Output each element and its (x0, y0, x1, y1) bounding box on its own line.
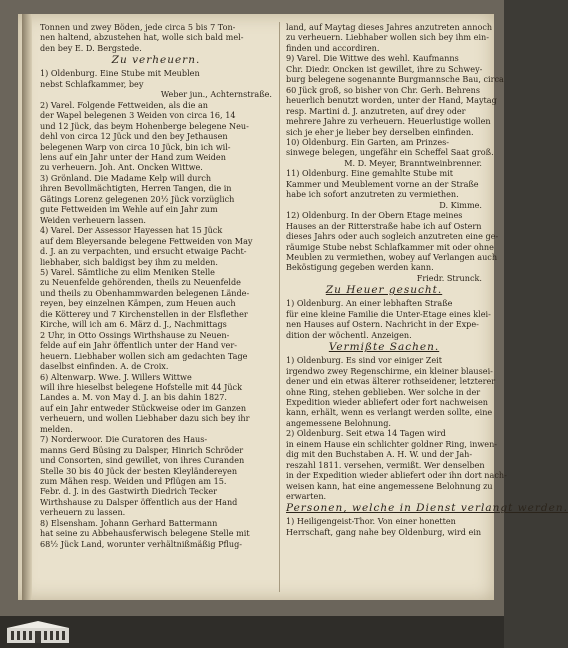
text-line: Kammer und Meublement vorne an der Straße (286, 178, 479, 189)
text-line: 2 Uhr, in Otto Ossings Wirthshause zu Neuen- (40, 329, 230, 340)
text-line: reszahl 1811. versehen, vermißt. Wer denselben (286, 459, 485, 470)
text-line: Kirche, will ich am 6. März d. J., Nachmittags (40, 319, 227, 330)
text-line: verheuern, und wollen Liebhaber dazu sich bey ihr (40, 413, 250, 424)
text-line: Herrschaft, gang nahe bey Oldenburg, wird ein (286, 526, 482, 537)
text-line: daselbst einfinden. A. de Croix. (40, 361, 169, 372)
text-line: zu Neuenfelde gehörenden, theils zu Neuenfelde (40, 277, 241, 288)
text-line: land, auf Maytag dieses Jahres anzutreten annoch (286, 22, 493, 32)
text-line: der Wapel belegenen 3 Weiden von circa 16, 14 (40, 110, 236, 121)
text-line: dener und ein etwas älterer rothseidener, letzterer (286, 376, 496, 387)
signature-line: Weber jun., Achternstraße. (160, 89, 272, 100)
text-line: auf ein Jahr entweder Stückweise oder im Ganzen (40, 402, 247, 413)
text-line: lens auf ein Jahr unter der Hand zum Weiden (40, 151, 226, 162)
text-line: erwarten. (286, 491, 327, 502)
text-line: 68½ Jück Land, worunter verhältnißmäßig Pflug- (40, 538, 243, 549)
text-line: nen haltend, abzustehen hat, wolle sich bald mel- (40, 32, 244, 43)
text-line: 12) Oldenburg. In der Obern Etage meines (286, 210, 463, 221)
text-line: burg belegene sogenannte Burgmannsche Bau, circa (286, 74, 504, 85)
text-line: 1) Oldenburg. An einer lebhaften Straße (286, 298, 453, 309)
text-line: Stelle 30 bis 40 Jück der besten Kleyländereyen (40, 465, 238, 476)
text-line: reyen, bey einzelnen Kämpen, zum Heuen auch (40, 298, 236, 309)
signature-line: Friedr. Strunck. (416, 272, 482, 283)
text-line: Febr. d. J. in des Gastwirth Diedrich Tecker (40, 486, 218, 497)
text-line: 7) Norderwoor. Die Curatoren des Haus- (40, 434, 208, 445)
text-line: heuern. Liebhaber wollen sich am gedachten Tage (40, 350, 248, 361)
text-line: verheuern zu lassen. (40, 507, 126, 518)
library-logo-icon (6, 620, 70, 644)
text-line: 9) Varel. Die Wittwe des wehl. Kaufmanns (286, 53, 459, 64)
section-heading: Zu verheuern. (111, 54, 201, 67)
text-line: 8) Elsensham. Johann Gerhard Battermann (40, 517, 218, 528)
text-line: heuerlich benutzt worden, unter der Hand, Maytag (286, 95, 497, 106)
text-line: für eine kleine Familie die Unter-Etage eines klei- (286, 308, 491, 319)
text-line: angemessene Belohnung. (286, 417, 391, 428)
text-line: Tonnen und zwey Böden, jede circa 5 bis 7 Ton- (40, 22, 236, 32)
text-line: 2) Varel. Folgende Fettweiden, als die an (40, 99, 208, 110)
column-divider (279, 22, 280, 592)
text-line: 6) Altenwarp. Wwe. J. Willers Wittwe (40, 371, 192, 382)
text-line: sich je eher je lieber bey derselben einfinden. (286, 126, 474, 137)
text-line: auf dem Bleyersande belegene Fettweiden von May (40, 235, 253, 246)
text-line: 60 Jück groß, so bisher von Chr. Gerh. Behrens (286, 84, 481, 95)
text-line: sinwege belegen, ungefähr ein Scheffel Saat groß. (286, 147, 494, 158)
text-line: in einem Hause ein schlichter goldner Ring, inwen- (286, 438, 498, 449)
text-line: 1) Heiligengeist-Thor. Von einer honetten (286, 516, 456, 527)
text-line: Wirthshause zu Dalsper öffentlich aus der Hand (40, 496, 238, 507)
text-line: dig mit den Buchstaben A. H. W. und der Jah- (286, 449, 473, 460)
text-line: mehrere Jahre zu verheuern. Heuerlustige wollen (286, 116, 491, 127)
text-line: d. J. an zu verpachten, und ersucht etwaige Pacht- (40, 246, 247, 257)
text-line: und 12 Jück, das beym Hohenberge belegene Neu- (40, 120, 249, 131)
text-line: liebhaber, sich baldigst bey ihm zu melden. (40, 256, 218, 267)
text-line: manns Gerd Büsing zu Dalsper, Hinrich Schröder (40, 444, 244, 455)
text-line: Expedition wieder abliefert oder fort nachweisen (286, 396, 488, 407)
text-line: finden und accordiren. (286, 42, 380, 53)
text-line: räumige Stube nebst Schlafkammer mit oder ohne (286, 241, 494, 252)
text-line: zu verheuern. Joh. Ant. Oncken Wittwe. (40, 162, 203, 173)
viewer-footer (0, 616, 504, 648)
signature-line: D. Kimme. (439, 199, 482, 210)
text-line: 4) Varel. Der Assessor Hayessen hat 15 Jück (40, 225, 223, 236)
text-line: den bey E. D. Bergstede. (40, 42, 142, 53)
text-line: Meublen zu vermiethen, wobey auf Verlangen auch (286, 251, 498, 262)
text-line: irgendwo zwey Regenschirme, ein kleiner blausei- (286, 365, 493, 376)
text-line: will ihre hieselbst belegene Hofstelle mit 44 Jück (40, 381, 242, 392)
text-line: 1) Oldenburg. Eine Stube mit Meublen (40, 68, 200, 79)
text-line: Beköstigung gegeben werden kann. (286, 262, 434, 273)
text-column-left (40, 22, 272, 549)
text-line: 5) Varel. Sämtliche zu elim Meniken Stelle (40, 266, 215, 277)
text-line: resp. Martini d. J. anzutreten, auf drey oder (286, 105, 466, 116)
text-line: und theils zu Obenhammwarden belegenen Lände- (40, 287, 250, 298)
text-line: zum Mähen resp. Weiden und Pflügen am 15. (40, 476, 227, 487)
text-line: hat seine zu Abbehausferwisch belegene Stelle mit (40, 528, 250, 539)
text-line: dition der wöchentl. Anzeigen. (286, 329, 412, 340)
text-line: habe ich sofort anzutreten zu vermiethen. (286, 189, 459, 200)
text-line: Weiden verheuern lassen. (40, 214, 146, 225)
section-heading: Vermißte Sachen. (328, 341, 440, 354)
text-line: ohne Ring, stehen geblieben. Wer solche in der (286, 386, 481, 397)
text-line: Landes a. M. von May d. J. an bis dahin 1827. (40, 392, 227, 403)
text-line: kann, erhält, wenn es verlangt werden sollte, eine (286, 407, 493, 418)
section-heading: Personen, welche in Dienst verlangt werden. (286, 502, 568, 515)
text-line: gute Fettweiden im Wehle auf ein Jahr zum (40, 204, 218, 215)
text-line: belegenen Warp von circa 10 Jück, bin ich wil- (40, 141, 231, 152)
signature-line: M. D. Meyer, Branntweinbrenner. (344, 157, 482, 168)
text-line: dieses Jahrs oder auch sogleich anzutreten eine ge- (286, 231, 499, 242)
page-gutter (22, 14, 32, 600)
text-line: nebst Schlafkammer, bey (40, 78, 144, 89)
text-line: 3) Grönland. Die Madame Kelp will durch (40, 172, 212, 183)
text-line: zu verheuern. Liebhaber wollen sich bey ihm ein- (286, 32, 490, 43)
text-line: Gätings Lorenz gelegenen 20½ Jück vorzüglich (40, 193, 235, 204)
text-line: die Kötterey und 7 Kirchenstellen in der Elsflether (40, 308, 248, 319)
text-line: ihren Bevollmächtigten, Herren Tangen, die in (40, 183, 232, 194)
text-line: Hauses an der Ritterstraße habe ich auf Ostern (286, 220, 482, 231)
text-line: 2) Oldenburg. Seit etwa 14 Tagen wird (286, 428, 446, 439)
text-line: nen Hauses auf Ostern. Nachricht in der Expe- (286, 319, 479, 330)
text-line: melden. (40, 423, 73, 434)
text-line: Chr. Diedr. Oncken ist gewillet, ihre zu Schwey- (286, 63, 483, 74)
section-heading: Zu Heuer gesucht. (325, 284, 443, 297)
text-line: in der Expedition wieder abliefert oder ihn dort nach- (286, 470, 507, 481)
text-line: weisen kann, hat eine angemessene Belohnung zu (286, 480, 493, 491)
text-line: 10) Oldenburg. Ein Garten, am Prinzes- (286, 136, 450, 147)
text-line: dehl von circa 12 Jück und den bey Jethausen (40, 131, 228, 142)
text-column-right (286, 22, 568, 537)
text-line: 11) Oldenburg. Eine gemahlte Stube mit (286, 168, 454, 179)
text-line: 1) Oldenburg. Es sind vor einiger Zeit (286, 355, 442, 366)
text-line: und Consorten, sind gewillet, von ihres Curanden (40, 455, 245, 466)
text-line: felde auf ein Jahr öffentlich unter der Hand ver- (40, 340, 237, 351)
